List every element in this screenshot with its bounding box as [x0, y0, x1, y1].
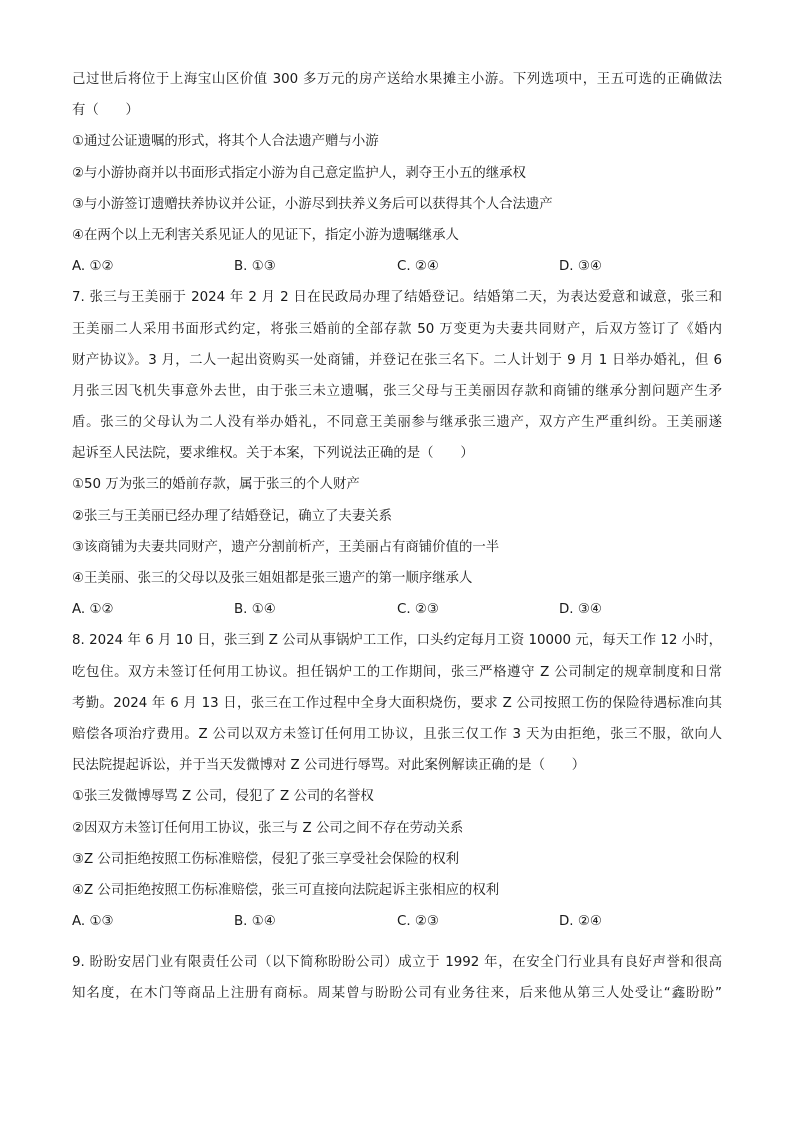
- exam-page: [72, 64, 722, 1010]
- question-stem-line: 知名度，在木门等商品上注册有商标。周某曾与盼盼公司有业务往来，后来他从第三人处受让“鑫盼盼”: [72, 986, 722, 1002]
- answer-options: [72, 906, 722, 937]
- option-a: A. ①③: [72, 914, 114, 930]
- question-stem-line: 吃包住。双方未签订任何用工协议。担任锅炉工的工作期间，张三严格遵守 Z 公司制定的规章制度和日常: [72, 664, 722, 680]
- question-stem-line: 盾。张三的父母认为二人没有举办婚礼，不同意王美丽参与继承张三遗产，双方产生严重纠纷。王美丽遂: [72, 415, 722, 431]
- statement-item: ②因双方未签订任何用工协议，张三与 Z 公司之间不存在劳动关系: [72, 820, 464, 836]
- question-9: [72, 947, 722, 1009]
- question-stem-line: 民法院提起诉讼，并于当天发微博对 Z 公司进行辱骂。对此案例解读正确的是（ ）: [72, 758, 586, 774]
- question-stem-line: 有（ ）: [72, 103, 139, 119]
- question-6: [72, 64, 722, 282]
- question-stem-line: 赔偿各项治疗费用。Z 公司以双方未签订任何用工协议，且张三仅工作 3 天为由拒绝，张三不服，欲向人: [72, 726, 722, 742]
- question-8: [72, 625, 722, 937]
- question-stem-line: 8. 2024 年 6 月 10 日，张三到 Z 公司从事锅炉工工作，口头约定每月工资 10000 元，每天工作 12 小时，: [72, 633, 722, 649]
- statement-item: ③与小游签订遗赠扶养协议并公证，小游尽到扶养义务后可以获得其个人合法遗产: [72, 196, 553, 212]
- statement-item: ④Z 公司拒绝按照工伤标准赔偿，张三可直接向法院起诉主张相应的权利: [72, 882, 500, 898]
- option-a: A. ①②: [72, 602, 114, 618]
- option-d: D. ③④: [559, 259, 602, 275]
- answer-options: [72, 251, 722, 282]
- option-b: B. ①④: [234, 914, 276, 930]
- question-stem-line: 7. 张三与王美丽于 2024 年 2 月 2 日在民政局办理了结婚登记。结婚第二天，为表达爱意和诚意，张三和: [72, 290, 722, 306]
- question-stem-line: 月张三因飞机失事意外去世，由于张三未立遗嘱，张三父母与王美丽因存款和商铺的继承分割问题产生矛: [72, 383, 722, 399]
- option-a: A. ①②: [72, 259, 114, 275]
- statement-item: ②与小游协商并以书面形式指定小游为自己意定监护人，剥夺王小五的继承权: [72, 165, 526, 181]
- question-7: [72, 282, 722, 625]
- statement-item: ①张三发微博辱骂 Z 公司，侵犯了 Z 公司的名誉权: [72, 789, 374, 805]
- question-stem-line: 财产协议》。3 月，二人一起出资购买一处商铺，并登记在张三名下。二人计划于 9 月 1 日举办婚礼，但 6: [72, 352, 722, 368]
- answer-options: [72, 594, 722, 625]
- statement-item: ①通过公证遗嘱的形式，将其个人合法遗产赠与小游: [72, 134, 379, 150]
- option-c: C. ②④: [397, 259, 439, 275]
- option-c: C. ②③: [397, 914, 439, 930]
- option-b: B. ①④: [234, 602, 276, 618]
- question-stem-line: 9. 盼盼安居门业有限责任公司（以下简称盼盼公司）成立于 1992 年，在安全门行业具有良好声誉和很高: [72, 955, 722, 971]
- spacer: [72, 937, 722, 947]
- statement-item: ③Z 公司拒绝按照工伤标准赔偿，侵犯了张三享受社会保险的权利: [72, 851, 459, 867]
- option-d: D. ②④: [559, 914, 602, 930]
- statement-item: ②张三与王美丽已经办理了结婚登记，确立了夫妻关系: [72, 508, 392, 524]
- statement-item: ④王美丽、张三的父母以及张三姐姐都是张三遗产的第一顺序继承人: [72, 571, 473, 586]
- question-stem-line: 考勤。2024 年 6 月 13 日，张三在工作过程中全身大面积烧伤，要求 Z 公司按照工伤的保险待遇标准向其: [72, 695, 722, 711]
- question-stem-line: 己过世后将位于上海宝山区价值 300 多万元的房产送给水果摊主小游。下列选项中，王五可选的正确做法: [72, 72, 722, 87]
- option-c: C. ②③: [397, 602, 439, 618]
- option-d: D. ③④: [559, 602, 602, 618]
- statement-item: ④在两个以上无利害关系见证人的见证下，指定小游为遗嘱继承人: [72, 227, 459, 243]
- question-stem-line: 王美丽二人采用书面形式约定，将张三婚前的全部存款 50 万变更为夫妻共同财产，后双方签订了《婚内: [72, 321, 722, 337]
- option-b: B. ①③: [234, 259, 276, 275]
- question-stem-line: 起诉至人民法院，要求维权。关于本案，下列说法正确的是（ ）: [72, 446, 474, 462]
- statement-item: ③该商铺为夫妻共同财产，遗产分割前析产，王美丽占有商铺价值的一半: [72, 539, 500, 555]
- statement-item: ①50 万为张三的婚前存款，属于张三的个人财产: [72, 477, 360, 493]
